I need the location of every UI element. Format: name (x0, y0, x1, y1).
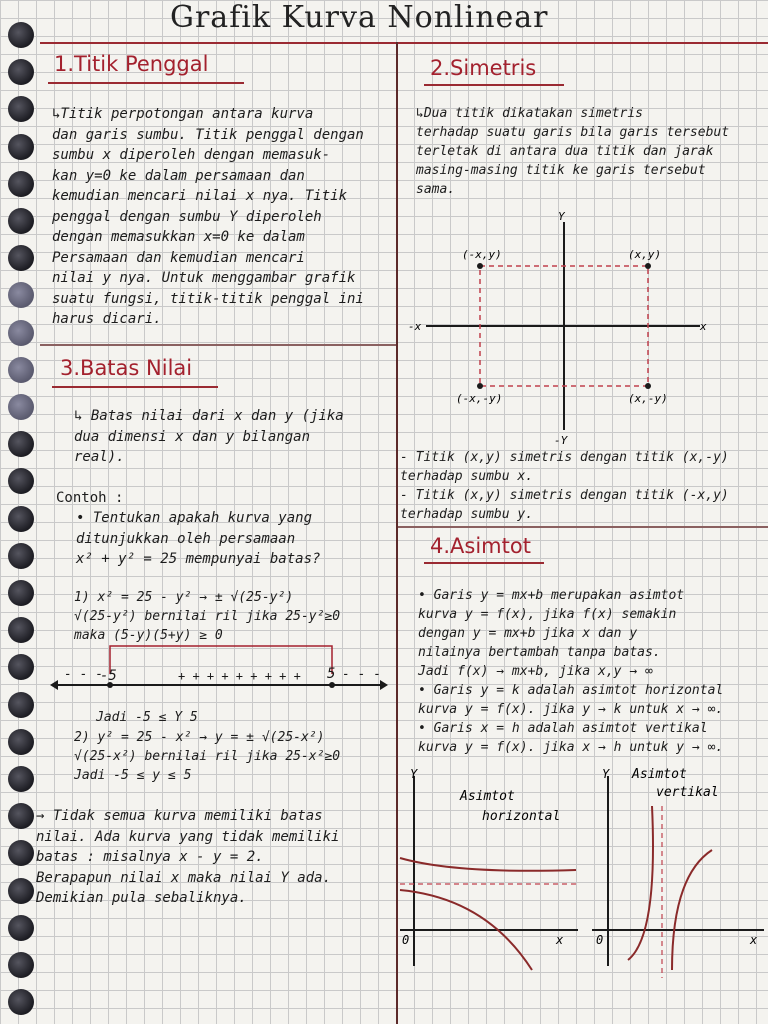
asymptote-h-y: Y (410, 767, 418, 781)
step-one-line: √(25-y²) bernilai ril jika 25-y²≥0 (74, 609, 341, 624)
step-two (74, 728, 340, 785)
section3-rule (40, 344, 396, 346)
titik-penggal-line: kemudian mencari nilai x nya. Titik (52, 188, 348, 204)
binder-hole (8, 22, 34, 48)
simetris-line: ↳Dua titik dikatakan simetris (416, 106, 643, 121)
heading-simetris: 2.Simetris (430, 56, 537, 80)
simetris-text (416, 104, 729, 199)
asimtot-text (418, 586, 723, 757)
page-title: Grafik Kurva Nonlinear (170, 0, 549, 35)
step-two-line: √(25-x²) bernilai ril jika 25-x²≥0 (74, 749, 341, 764)
binder-hole (8, 543, 34, 569)
asymptote-v-label-1: Asimtot (632, 767, 687, 782)
binder-hole (8, 654, 34, 680)
binder-hole (8, 989, 34, 1015)
step-one (74, 588, 340, 645)
contoh-line: • Tentukan apakah kurva yang (76, 510, 313, 526)
batas-intro (74, 406, 344, 468)
titik-penggal-line: nilai y nya. Untuk menggambar grafik (52, 270, 356, 286)
binder-hole (8, 96, 34, 122)
batas-closing-line: batas : misalnya x - y = 2. (36, 849, 264, 865)
heading-titik-penggal: 1.Titik Penggal (54, 52, 209, 76)
symmetry-graph (406, 208, 716, 448)
step-one-result: Jadi -5 ≤ Y 5 (96, 710, 198, 725)
batas-intro-line: ↳ Batas nilai dari x dan y (jika (74, 408, 344, 424)
simetris-line: sama. (416, 182, 456, 197)
number-line (50, 640, 390, 700)
binder-hole (8, 468, 34, 494)
asimtot-line: • Garis y = mx+b merupakan asimtot (418, 588, 685, 603)
asimtot-line: • Garis x = h adalah asimtot vertikal (418, 721, 708, 736)
batas-closing-line: → Tidak semua kurva memiliki batas (36, 808, 323, 824)
contoh-line: x² + y² = 25 mempunyai batas? (76, 551, 321, 567)
titik-penggal-line: harus dicari. (52, 311, 162, 327)
section4-rule (398, 526, 768, 528)
titik-penggal-line: ↳Titik perpotongan antara kurva (52, 106, 314, 122)
simetris-line: terhadap suatu garis bila garis tersebut (416, 125, 730, 140)
binder-hole (8, 208, 34, 234)
titik-penggal-text (52, 104, 364, 330)
asimtot-line: nilainya bertambah tanpa batas. (418, 645, 661, 660)
batas-intro-line: real). (74, 449, 125, 465)
asimtot-line: • Garis y = k adalah asimtot horizontal (418, 683, 724, 698)
binder-hole (8, 431, 34, 457)
binder-hole (8, 766, 34, 792)
simetris-note-line: - Titik (x,y) simetris dengan titik (x,-y) (400, 450, 729, 465)
number-line-right-tick: 5 (327, 666, 336, 682)
contoh-text (76, 508, 320, 570)
simetris-line: masing-masing titik ke garis tersebut (416, 163, 706, 178)
section4-underline (424, 562, 544, 564)
binder-hole (8, 59, 34, 85)
batas-closing-line: Berapapun nilai x maka nilai Y ada. (36, 869, 332, 886)
binder-hole (8, 952, 34, 978)
binder-hole (8, 394, 34, 420)
top-rule (40, 42, 768, 44)
sym-y-bottom: -Y (554, 434, 568, 447)
contoh-label: Contoh : (56, 490, 124, 506)
number-line-plus: + + + + + + + + + (178, 669, 301, 683)
binder-hole (8, 282, 34, 308)
binder-hole (8, 134, 34, 160)
binder-hole (8, 803, 34, 829)
binder-hole (8, 729, 34, 755)
asimtot-line: kurva y = f(x). jika x → h untuk y → ∞. (418, 740, 724, 755)
sym-y-top: Y (558, 210, 565, 223)
binder-hole (8, 580, 34, 606)
batas-closing (36, 806, 339, 909)
batas-closing-line: nilai. Ada kurva yang tidak memiliki (36, 828, 340, 845)
binder-hole (8, 171, 34, 197)
sym-x-left: -x (408, 320, 422, 333)
binder-hole (8, 245, 34, 271)
titik-penggal-line: suatu fungsi, titik-titik penggal ini (52, 290, 364, 307)
titik-penggal-line: kan y=0 ke dalam persamaan dan (52, 167, 305, 184)
sym-point-br: (x,-y) (628, 392, 668, 405)
titik-penggal-line: dan garis sumbu. Titik penggal dengan (52, 126, 364, 143)
asymptote-v-label-2: vertikal (656, 785, 719, 800)
contoh-line: ditunjukkan oleh persamaan (76, 530, 296, 547)
step-two-line: Jadi -5 ≤ y ≤ 5 (74, 768, 192, 783)
section2-rule (424, 84, 564, 86)
asymptote-v-o: 0 (596, 933, 604, 947)
binder-hole (8, 692, 34, 718)
asymptote-h-x: x (556, 933, 564, 947)
asymptote-h-label-1: Asimtot (460, 789, 515, 804)
asymptote-v-y: Y (602, 767, 610, 781)
simetris-note-line: terhadap sumbu y. (400, 507, 534, 522)
sym-point-bl: (-x,-y) (456, 392, 503, 405)
asimtot-line: kurva y = f(x). jika y → k untuk x → ∞. (418, 702, 724, 717)
number-line-left-tick: -5 (100, 668, 117, 684)
simetris-line: terletak di antara dua titik dan jarak (416, 144, 714, 159)
step-two-line: 2) y² = 25 - x² → y = ± √(25-x²) (74, 730, 325, 745)
batas-closing-line: Demikian pula sebaliknya. (36, 890, 247, 906)
binder-hole (8, 320, 34, 346)
simetris-note-line: - Titik (x,y) simetris dengan titik (-x,y) (400, 488, 729, 503)
binder-hole (8, 915, 34, 941)
section3-underline (52, 386, 218, 388)
titik-penggal-line: dengan memasukkan x=0 ke dalam (52, 229, 305, 245)
simetris-note-line: terhadap sumbu x. (400, 469, 534, 484)
number-line-minus-left: - - - (64, 667, 104, 682)
binder-hole (8, 617, 34, 643)
titik-penggal-line: sumbu x diperoleh dengan memasuk- (52, 147, 331, 163)
binder-hole (8, 840, 34, 866)
step-one-line: 1) x² = 25 - y² → ± √(25-y²) (74, 590, 294, 605)
titik-penggal-line: Persamaan dan kemudian mencari (52, 249, 305, 266)
binder-hole (8, 506, 34, 532)
sym-x-right: x (700, 320, 707, 333)
asymptote-vertical-graph (588, 766, 768, 980)
binder-hole (8, 357, 34, 383)
batas-intro-line: dua dimensi x dan y bilangan (74, 428, 311, 445)
sym-point-tr: (x,y) (628, 248, 662, 261)
binder-hole (8, 878, 34, 904)
step-one-line: maka (5-y)(5+y) ≥ 0 (74, 628, 223, 643)
asimtot-line: dengan y = mx+b jika x dan y (418, 626, 638, 641)
asymptote-h-o: 0 (402, 933, 410, 947)
sym-point-tl: (-x,y) (462, 248, 502, 261)
asymptote-horizontal-graph (396, 766, 586, 980)
asimtot-line: kurva y = f(x), jika f(x) semakin (418, 607, 677, 622)
heading-batas-nilai: 3.Batas Nilai (60, 356, 193, 380)
heading-asimtot: 4.Asimtot (430, 534, 531, 558)
simetris-notes (400, 448, 729, 524)
section1-rule (48, 82, 244, 84)
titik-penggal-line: penggal dengan sumbu Y diperoleh (52, 208, 322, 225)
asimtot-line: Jadi f(x) → mx+b, jika x,y → ∞ (418, 664, 653, 679)
asymptote-v-x: x (750, 933, 758, 947)
number-line-minus-right: - - - (342, 667, 382, 682)
asymptote-h-label-2: horizontal (482, 809, 561, 824)
